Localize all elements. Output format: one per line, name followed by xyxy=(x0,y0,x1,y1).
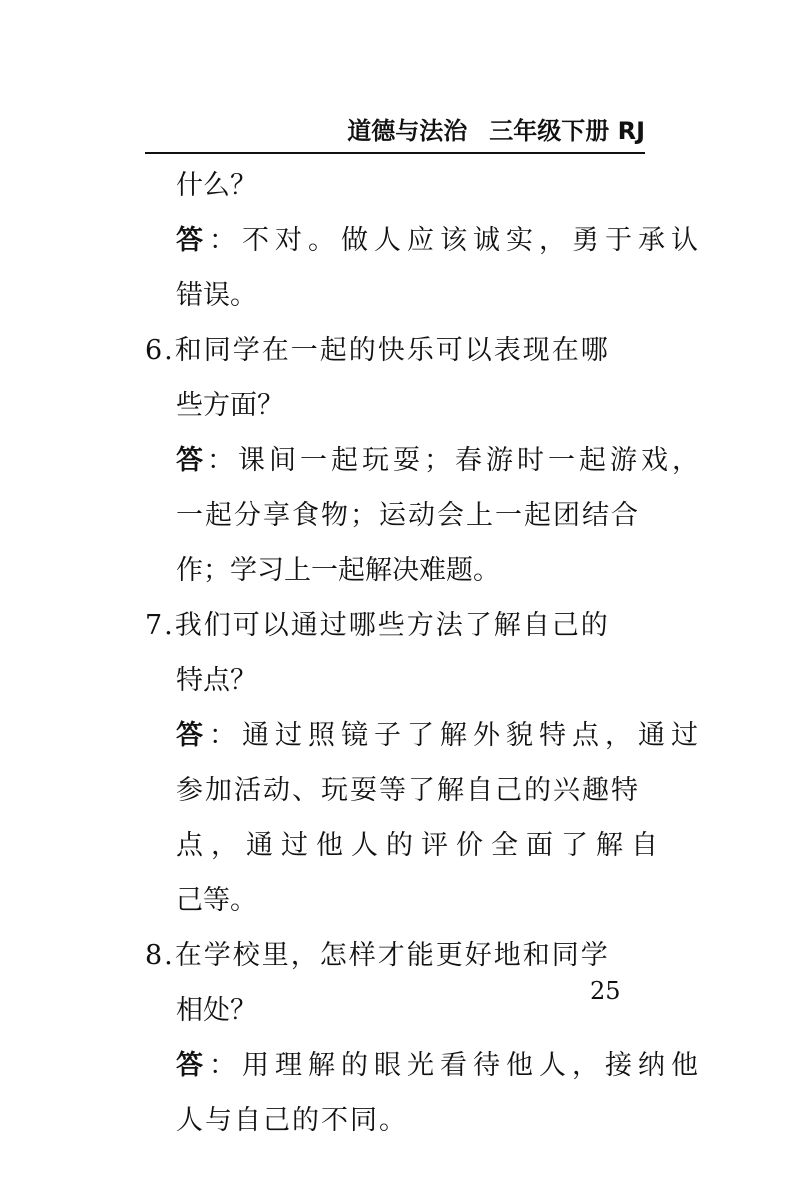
line-text: 什么？ xyxy=(176,170,257,201)
header-grade: 三年级下册 RJ xyxy=(489,117,645,145)
line-text: 错误。 xyxy=(176,280,257,311)
text-line xyxy=(145,158,645,213)
line-text: ：课间一起玩耍；春游时一起游戏， xyxy=(207,445,703,476)
line-text: 人与自己的不同。 xyxy=(176,1105,408,1136)
answer-line xyxy=(145,433,703,488)
text-line xyxy=(145,763,645,818)
page-number: 25 xyxy=(590,977,621,1005)
answer-label: 答 xyxy=(176,445,207,476)
line-text: ：用理解的眼光看待他人，接纳他 xyxy=(209,1050,704,1081)
line-text: 作；学习上一起解决难题。 xyxy=(176,555,500,586)
line-text: 7.我们可以通过哪些方法了解自己的 xyxy=(145,610,610,641)
line-text: 8.在学校里，怎样才能更好地和同学 xyxy=(145,940,610,971)
answer-line xyxy=(145,1038,704,1093)
line-text: 特点？ xyxy=(176,665,257,696)
header-rule xyxy=(145,152,645,154)
text-line xyxy=(145,378,645,433)
line-text: 参加活动、玩耍等了解自己的兴趣特 xyxy=(176,775,640,806)
question-line xyxy=(145,323,645,378)
text-line xyxy=(145,543,645,598)
text-line xyxy=(145,818,666,873)
answer-line xyxy=(145,708,704,763)
line-text: 一起分享食物；运动会上一起团结合 xyxy=(176,500,640,531)
answer-content xyxy=(145,158,704,1148)
text-line xyxy=(145,983,645,1038)
line-text: 己等。 xyxy=(176,885,257,916)
answer-label: 答 xyxy=(176,720,209,751)
running-header xyxy=(145,112,645,150)
line-text: 相处？ xyxy=(176,995,257,1026)
question-line xyxy=(145,928,645,983)
line-text: 点，通过他人的评价全面了解自 xyxy=(176,830,666,861)
answer-label: 答 xyxy=(176,1050,209,1081)
line-text: 6.和同学在一起的快乐可以表现在哪 xyxy=(145,335,610,366)
line-text: ：通过照镜子了解外貌特点，通过 xyxy=(209,720,704,751)
line-text: 些方面？ xyxy=(176,390,284,421)
answer-label: 答 xyxy=(176,225,209,256)
header-subject: 道德与法治 xyxy=(347,117,468,145)
text-line xyxy=(145,1093,645,1148)
text-line xyxy=(145,873,645,928)
line-text: ：不对。做人应该诚实，勇于承认 xyxy=(209,225,704,256)
text-line xyxy=(145,268,645,323)
text-line xyxy=(145,653,645,708)
question-line xyxy=(145,598,645,653)
text-line xyxy=(145,488,645,543)
answer-line xyxy=(145,213,704,268)
